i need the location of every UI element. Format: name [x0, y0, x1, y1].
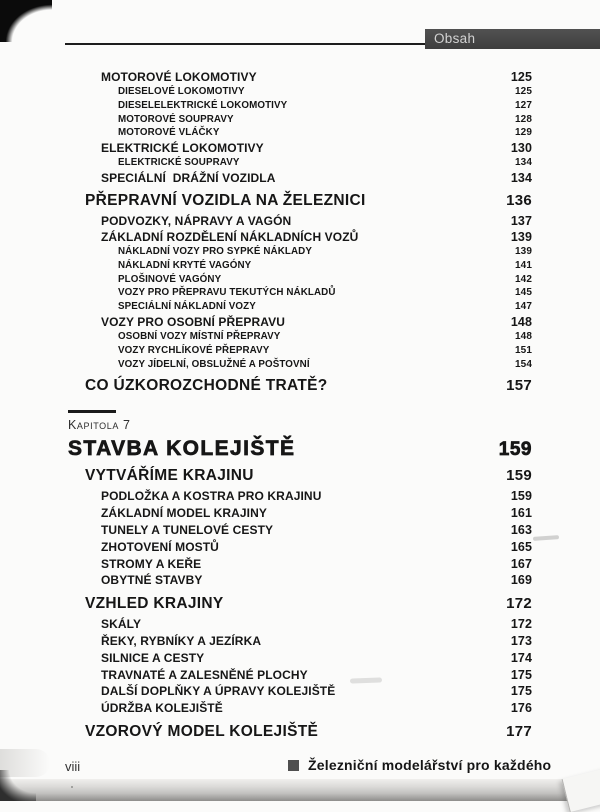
toc-entry-h2: [68, 700, 532, 717]
toc-entry-label: DALŠÍ DOPLŇKY A ÚPRAVY KOLEJIŠTĚ: [101, 684, 336, 699]
chapter-kicker: Kapitola 7: [68, 418, 131, 433]
toc-entry-h3: [68, 99, 532, 113]
toc-entry-page-number: 167: [510, 556, 532, 571]
toc-entry-label: SPECIÁLNÍ DRÁŽNÍ VOZIDLA: [101, 170, 276, 185]
toc-entry-label: OSOBNÍ VOZY MÍSTNÍ PŘEPRAVY: [118, 330, 281, 342]
toc-entry-h3: [68, 245, 532, 259]
toc-entry-chapter: [68, 437, 532, 461]
toc-entry-label: NÁKLADNÍ KRYTÉ VAGÓNY: [118, 259, 252, 271]
toc-entry-page-number: 175: [510, 667, 532, 682]
toc-entry-h2: [68, 556, 532, 573]
toc-entry-page-number: 139: [510, 229, 532, 244]
toc-entry-page-number: 136: [506, 191, 532, 209]
toc-entry-page-number: 142: [515, 273, 532, 285]
toc-entry-page-number: 175: [510, 684, 532, 699]
toc-entry-page-number: 157: [506, 377, 532, 395]
toc-entry-h3: [68, 85, 532, 99]
obsah-header-tab: [425, 29, 600, 49]
toc-section-chapter6-continued: [68, 69, 532, 396]
toc-entry-h3: [68, 156, 532, 170]
toc-entry-h2: [68, 314, 532, 330]
toc-entry-h2: [68, 488, 532, 505]
toc-entry-label: ELEKTRICKÉ LOKOMOTIVY: [101, 141, 264, 156]
toc-entry-label: SPECIÁLNÍ NÁKLADNÍ VOZY: [118, 301, 256, 313]
scan-corner-shadow-bottom-left: [0, 770, 36, 801]
toc-entry-label: ELEKTRICKÉ SOUPRAVY: [118, 157, 240, 169]
toc-entry-h2: [68, 539, 532, 556]
toc-entry-label: VOZY PRO PŘEPRAVU TEKUTÝCH NÁKLADŮ: [118, 287, 336, 299]
toc-entry-h2: [68, 69, 532, 85]
toc-entry-page-number: 130: [510, 141, 532, 156]
toc-entry-label: PODLOŽKA A KOSTRA PRO KRAJINU: [101, 489, 322, 504]
toc-entry-page-number: 169: [510, 573, 532, 588]
toc-entry-page-number: 173: [510, 633, 532, 648]
toc-entry-page-number: 148: [515, 330, 532, 342]
toc-entry-h3: [68, 330, 532, 344]
toc-entry-label: VZOROVÝ MODEL KOLEJIŠTĚ: [85, 722, 319, 740]
toc-entry-page-number: 161: [510, 506, 532, 521]
toc-entry-label: VOZY JÍDELNÍ, OBSLUŽNÉ A POŠTOVNÍ: [118, 358, 310, 370]
toc-entry-label: MOTOROVÉ SOUPRAVY: [118, 113, 234, 125]
toc-entry-page-number: 154: [515, 358, 532, 370]
toc-entry-page-number: 165: [510, 539, 532, 554]
toc-entry-label: SILNICE A CESTY: [101, 650, 205, 665]
page-curl-bottom-right: [562, 768, 600, 812]
toc-entry-label: NÁKLADNÍ VOZY PRO SYPKÉ NÁKLADY: [118, 245, 312, 257]
toc-entry-h3: [68, 300, 532, 314]
page-footer: [65, 757, 560, 775]
toc-entry-page-number: 147: [515, 301, 532, 313]
footer-book-title-group: [288, 757, 551, 773]
toc-entry-h3: [68, 113, 532, 127]
footer-book-title: Železniční modelářství pro každého: [308, 757, 552, 773]
chapter-7-heading-block: [68, 410, 532, 461]
toc-entry-h3: [68, 259, 532, 273]
toc-entry-label: ZÁKLADNÍ MODEL KRAJINY: [101, 506, 267, 521]
toc-entry-h3: [68, 126, 532, 140]
header-tab-label: Obsah: [434, 31, 476, 46]
scan-smudge: [533, 535, 559, 541]
toc-entry-h2: [68, 213, 532, 229]
toc-entry-label: OBYTNÉ STAVBY: [101, 573, 203, 588]
toc-entry-page-number: 159: [506, 467, 532, 485]
toc-entry-h3: [68, 358, 532, 372]
toc-entry-label: TRAVNATÉ A ZALESNĚNÉ PLOCHY: [101, 667, 308, 682]
scan-bottom-edge: [0, 779, 600, 801]
toc-entry-h1: [68, 191, 532, 211]
toc-entry-page-number: 125: [515, 86, 532, 97]
toc-entry-label: PODVOZKY, NÁPRAVY A VAGÓN: [101, 213, 292, 228]
toc-entry-h2: [68, 140, 532, 156]
toc-entry-h2: [68, 650, 532, 667]
toc-entry-h3: [68, 344, 532, 358]
toc-entry-h3: [68, 273, 532, 287]
scan-dot-artifact: [71, 786, 73, 788]
header-rule: [65, 43, 426, 45]
toc-entry-h1: [68, 722, 532, 742]
toc-entry-h2: [68, 522, 532, 539]
toc-entry-page-number: 137: [510, 213, 532, 228]
toc-entry-page-number: 145: [515, 287, 532, 299]
toc-entry-label: VOZY RYCHLÍKOVÉ PŘEPRAVY: [118, 344, 270, 356]
toc-entry-label: VOZY PRO OSOBNÍ PŘEPRAVU: [101, 314, 285, 329]
toc-entry-label: DIESELELEKTRICKÉ LOKOMOTIVY: [118, 99, 288, 111]
toc-entry-page-number: 125: [510, 70, 532, 84]
chapter-title: STAVBA KOLEJIŠTĚ: [68, 437, 296, 461]
toc-entry-page-number: 151: [515, 344, 532, 356]
toc-section-chapter7: [68, 466, 532, 742]
toc-entry-h2: [68, 616, 532, 633]
toc-entry-page-number: 134: [515, 157, 532, 169]
toc-entry-label: PLOŠINOVÉ VAGÓNY: [118, 273, 222, 285]
toc-entry-page-number: 148: [510, 314, 532, 329]
toc-entry-h1: [68, 594, 532, 614]
toc-entry-page-number: 163: [510, 522, 532, 537]
toc-entry-label: ZÁKLADNÍ ROZDĚLENÍ NÁKLADNÍCH VOZŮ: [101, 229, 359, 244]
toc-entry-page-number: 172: [510, 617, 532, 632]
toc-entry-h2: [68, 633, 532, 650]
page-number-folio: viii: [65, 759, 81, 774]
toc-entry-label: ÚDRŽBA KOLEJIŠTĚ: [101, 701, 223, 716]
toc-entry-page-number: 134: [510, 170, 532, 185]
toc-entry-page-number: 141: [515, 259, 532, 271]
toc-entry-label: MOTOROVÉ LOKOMOTIVY: [101, 70, 257, 84]
toc-entry-page-number: 177: [506, 722, 532, 740]
toc-entry-label: CO ÚZKOROZCHODNÉ TRATĚ?: [85, 377, 328, 395]
toc-entry-label: TUNELY A TUNELOVÉ CESTY: [101, 522, 274, 537]
toc-entry-page-number: 159: [510, 489, 532, 504]
toc-entry-h2: [68, 505, 532, 522]
toc-entry-page-number: 128: [515, 113, 532, 125]
toc-entry-h2: [68, 572, 532, 589]
toc-entry-h1: [68, 466, 532, 486]
square-bullet-icon: [288, 760, 299, 771]
chapter-page-number: 159: [498, 439, 532, 461]
chapter-kicker-rule: [68, 410, 116, 413]
toc-entry-page-number: 129: [515, 127, 532, 139]
toc-entry-label: VYTVÁŘÍME KRAJINU: [85, 467, 254, 485]
toc-entry-h2: [68, 683, 532, 700]
toc-entry-label: MOTOROVÉ VLÁČKY: [118, 127, 220, 139]
toc-entry-h1: [68, 376, 532, 396]
toc-entry-label: VZHLED KRAJINY: [85, 595, 224, 613]
table-of-contents: [68, 69, 532, 744]
toc-entry-page-number: 172: [506, 595, 532, 613]
toc-entry-h3: [68, 286, 532, 300]
toc-entry-page-number: 174: [510, 650, 532, 665]
toc-entry-page-number: 139: [515, 245, 532, 257]
toc-entry-page-number: 176: [510, 701, 532, 716]
toc-entry-label: ZHOTOVENÍ MOSTŮ: [101, 539, 219, 554]
toc-entry-label: STROMY A KEŘE: [101, 556, 202, 571]
toc-entry-label: PŘEPRAVNÍ VOZIDLA NA ŽELEZNICI: [85, 191, 366, 209]
toc-entry-page-number: 127: [515, 99, 532, 111]
toc-entry-label: SKÁLY: [101, 617, 142, 632]
toc-entry-label: DIESELOVÉ LOKOMOTIVY: [118, 86, 245, 97]
toc-entry-h2: [68, 667, 532, 684]
toc-entry-h2: [68, 229, 532, 245]
toc-entry-label: ŘEKY, RYBNÍKY A JEZÍRKA: [101, 633, 262, 648]
toc-entry-h2: [68, 170, 532, 186]
scan-corner-shadow-top-left: [0, 0, 52, 42]
